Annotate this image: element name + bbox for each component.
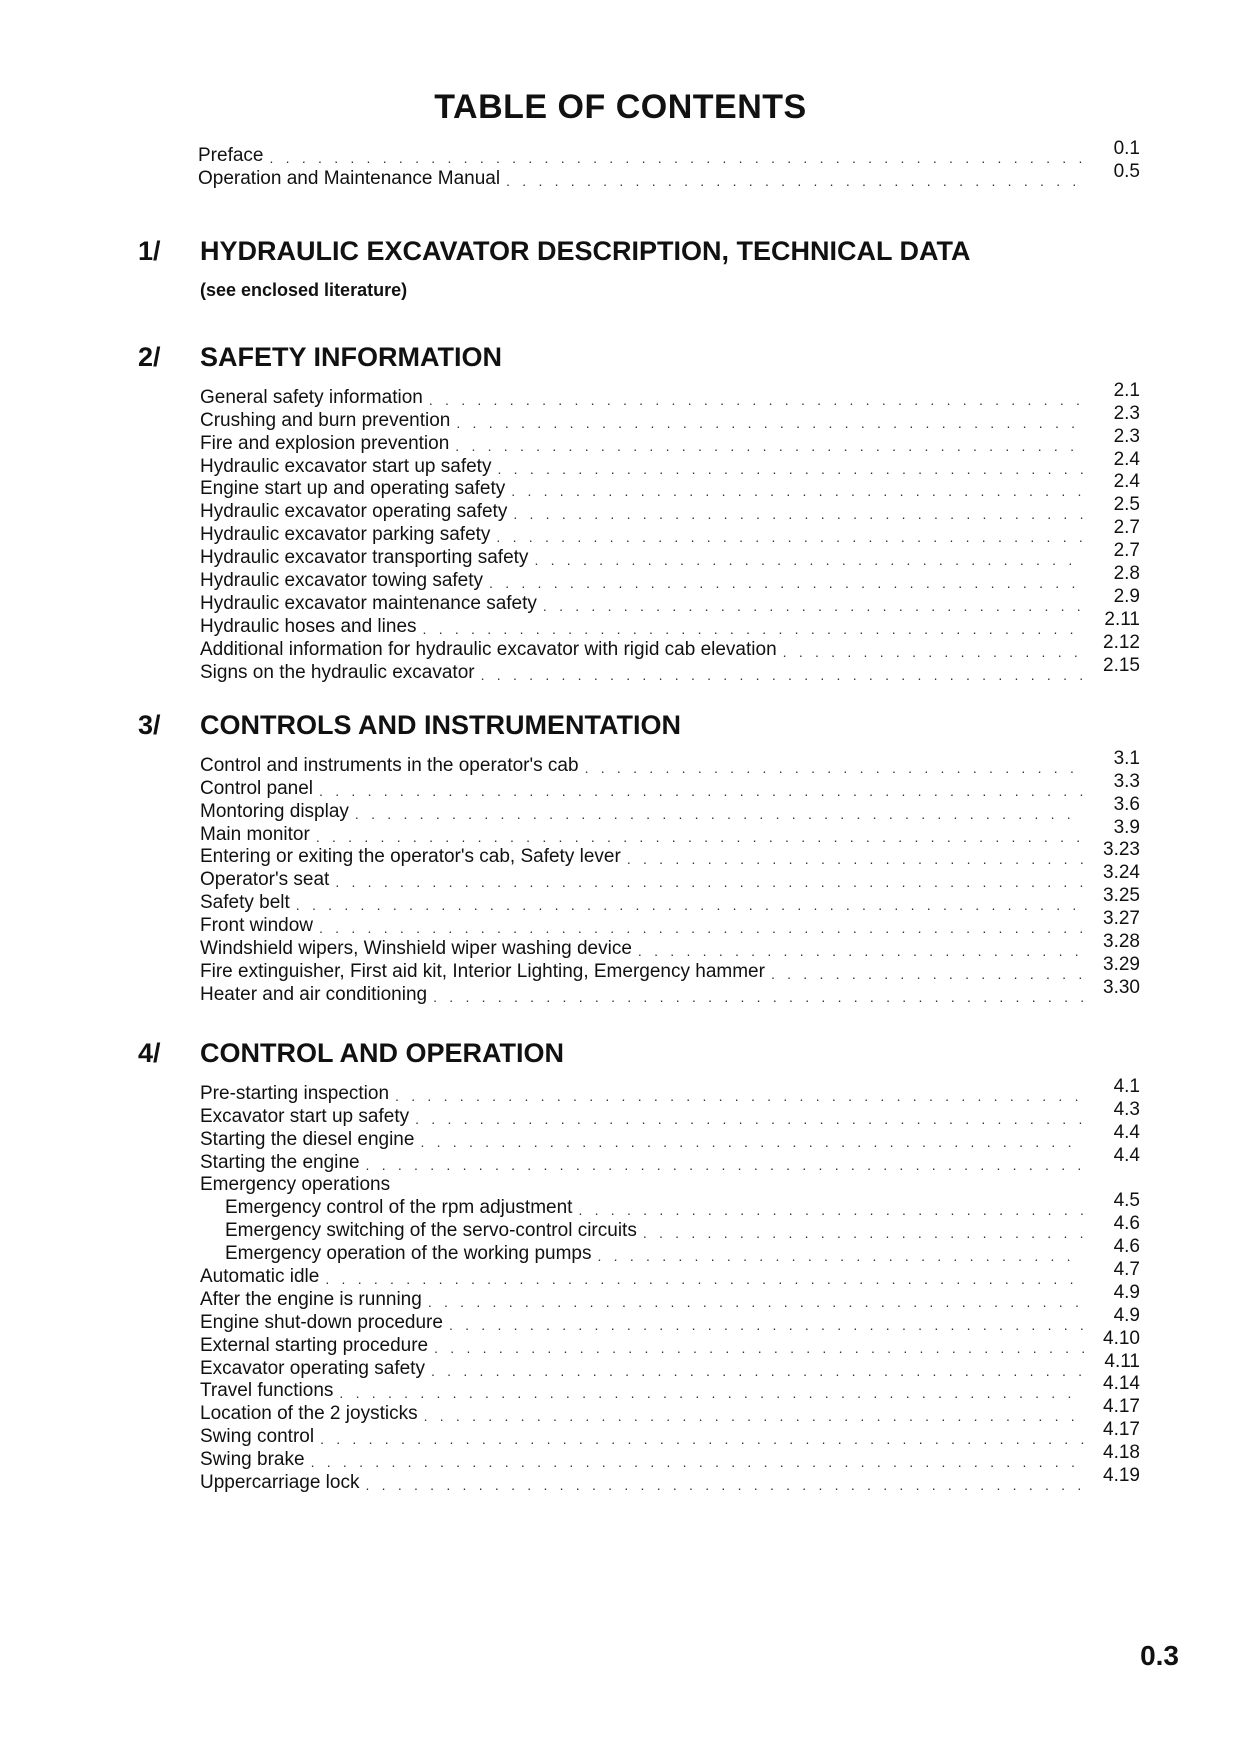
dot-leader [434,1339,1084,1357]
entry-label: Montoring display [200,800,349,822]
entry-page: 2.8 [1113,563,1140,585]
dot-leader [316,828,1084,846]
dot-leader [296,896,1084,914]
dot-leader [319,919,1084,937]
entry-label: Fire extinguisher, First aid kit, Interior Lighting, Emergency hammer [200,960,765,982]
dot-leader [481,666,1084,684]
dot-leader [335,873,1084,891]
toc-entry[interactable] [200,585,1140,615]
entry-label: Hydraulic hoses and lines [200,615,417,637]
section-note: (see enclosed literature) [200,280,408,300]
entry-page: 2.11 [1104,608,1140,630]
dot-leader [433,988,1084,1006]
dot-leader [449,1316,1084,1334]
entry-page: 3.28 [1103,931,1140,953]
toc-entry[interactable] [200,1350,1140,1380]
entry-label: Uppercarriage lock [200,1472,360,1494]
section-number: 3/ [138,710,161,740]
entry-page: 3.3 [1113,770,1140,792]
intro-list [198,137,1140,190]
entry-label: Safety belt [200,892,290,914]
dot-leader [320,1430,1084,1448]
entry-page: 2.7 [1113,540,1140,562]
entry-label: Emergency operation of the working pumps [225,1243,592,1265]
toc-subentry[interactable] [200,1236,1140,1265]
entry-label: Excavator operating safety [200,1357,425,1379]
toc-entry[interactable] [200,1396,1140,1425]
entry-page: 2.3 [1113,402,1140,424]
toc-entry[interactable] [200,494,1140,523]
dot-leader [431,1362,1084,1380]
entry-label: Location of the 2 joysticks [200,1403,418,1425]
toc-entry[interactable] [200,953,1140,983]
toc-entry[interactable] [200,1075,1140,1105]
entry-page: 4.18 [1103,1442,1140,1464]
section-number: 4/ [138,1038,161,1068]
entry-label: Signs on the hydraulic excavator [200,661,475,683]
dot-leader [395,1087,1084,1105]
toc-subentry[interactable] [200,1190,1140,1219]
section-title: SAFETY INFORMATION [200,342,502,372]
dot-leader [269,149,1084,167]
entry-page: 3.27 [1103,908,1140,930]
dot-leader [534,551,1084,569]
entry-label: Automatic idle [200,1266,320,1288]
section-2-list [200,379,1140,684]
entry-page: 2.5 [1113,494,1140,516]
section-title: HYDRAULIC EXCAVATOR DESCRIPTION, TECHNICAL DATA [200,236,971,266]
entry-label: Excavator start up safety [200,1105,410,1127]
entry-page: 0.1 [1113,137,1140,159]
entry-page: 4.9 [1113,1281,1140,1303]
dot-leader [311,1453,1084,1471]
dot-leader [638,942,1084,960]
entry-label: Operator's seat [200,869,330,891]
entry-page: 4.5 [1113,1190,1140,1212]
dot-leader [506,172,1084,190]
toc-entry-operation-maintenance-manual[interactable] [198,160,1140,190]
entry-label: Entering or exiting the operator's cab, Safety lever [200,846,621,868]
toc-subentry[interactable] [200,1213,1140,1242]
entry-label: Main monitor [200,823,310,845]
toc-entry[interactable] [200,885,1140,914]
dot-leader [489,574,1084,592]
entry-label: Preface [198,144,264,166]
entry-page: 2.12 [1103,631,1140,653]
toc-entry[interactable] [200,402,1140,432]
dot-leader [513,505,1084,523]
entry-page: 4.17 [1103,1419,1140,1441]
toc-entry[interactable] [200,862,1140,891]
toc-entry[interactable] [200,1144,1140,1174]
toc-entry[interactable] [200,1098,1140,1128]
entry-page: 4.11 [1104,1350,1140,1372]
entry-label: Crushing and burn prevention [200,409,451,431]
toc-entry[interactable] [200,908,1140,937]
entry-page: 3.24 [1103,862,1140,884]
toc-entry[interactable] [200,425,1140,455]
dot-leader [578,1201,1084,1219]
entry-label: Operation and Maintenance Manual [198,167,501,189]
dot-leader [585,759,1084,777]
dot-leader [428,1293,1084,1311]
entry-label: Fire and explosion prevention [200,432,450,454]
dot-leader [643,1224,1084,1242]
entry-label: Windshield wipers, Winshield wiper washing device [200,938,632,960]
entry-page: 2.7 [1113,517,1140,539]
dot-leader [423,620,1084,638]
section-title: CONTROLS AND INSTRUMENTATION [200,710,681,740]
entry-page: 3.23 [1103,839,1140,861]
entry-label: Travel functions [200,1380,334,1402]
dot-leader [355,805,1084,823]
entry-label: Hydraulic excavator parking safety [200,524,491,546]
entry-page: 3.25 [1103,885,1140,907]
toc-entry[interactable] [200,839,1140,869]
entry-label: Swing brake [200,1449,305,1471]
toc-entry[interactable] [200,1373,1140,1403]
section-number: 1/ [138,236,161,266]
entry-page: 4.3 [1113,1098,1140,1120]
dot-leader [455,437,1084,455]
entry-label: Starting the diesel engine [200,1128,415,1150]
dot-leader [771,965,1084,983]
entry-page: 0.5 [1113,160,1140,182]
entry-page: 4.1 [1113,1075,1140,1097]
entry-page: 2.4 [1113,448,1140,470]
toc-entry-preface[interactable] [198,137,1140,167]
entry-page: 4.19 [1103,1465,1140,1487]
entry-label: Engine shut-down procedure [200,1311,443,1333]
toc-entry[interactable] [200,770,1140,800]
dot-leader [415,1110,1084,1128]
entry-page: 2.1 [1113,379,1140,401]
toc-entry[interactable] [200,654,1140,684]
entry-label: Hydraulic excavator start up safety [200,455,492,477]
dot-leader [365,1476,1084,1494]
toc-entry[interactable] [200,976,1140,1006]
entry-page: 3.29 [1103,953,1140,975]
entry-page: 4.17 [1103,1396,1140,1418]
dot-leader [325,1270,1084,1288]
dot-leader [511,482,1084,500]
toc-entry[interactable] [200,816,1140,846]
toc-entry[interactable] [200,608,1140,638]
entry-label: Pre-starting inspection [200,1082,390,1104]
entry-page: 2.15 [1103,654,1140,676]
entry-label: Engine start up and operating safety [200,478,506,500]
dot-leader [543,597,1084,615]
toc-entry-group[interactable] [200,1174,1140,1197]
section-title: CONTROL AND OPERATION [200,1038,564,1068]
toc-entry[interactable] [200,1465,1140,1494]
dot-leader [456,414,1084,432]
entry-page: 3.6 [1113,793,1140,815]
dot-leader [497,460,1084,478]
toc-entry[interactable] [200,1304,1140,1334]
toc-entry[interactable] [200,1281,1140,1311]
entry-label: Emergency control of the rpm adjustment [225,1197,573,1219]
entry-label: Starting the engine [200,1151,360,1173]
dot-leader [339,1384,1084,1402]
entry-page: 3.30 [1103,976,1140,998]
entry-label: Hydraulic excavator maintenance safety [200,592,537,614]
toc-entry[interactable] [200,931,1140,960]
toc-entry[interactable] [200,1442,1140,1471]
dot-leader [597,1247,1084,1265]
entry-page: 3.9 [1113,816,1140,838]
entry-page: 2.3 [1113,425,1140,447]
dot-leader [420,1133,1084,1151]
section-3-list [200,747,1140,1006]
entry-page: 4.9 [1113,1304,1140,1326]
entry-label: Additional information for hydraulic excavator with rigid cab elevation [200,638,777,660]
entry-page: 4.10 [1103,1327,1140,1349]
dot-leader [627,850,1084,868]
toc-entry[interactable] [200,471,1140,501]
entry-label: Front window [200,915,313,937]
entry-label: Hydraulic excavator towing safety [200,570,484,592]
entry-page: 2.4 [1113,471,1140,493]
entry-label: External starting procedure [200,1334,429,1356]
entry-page: 4.4 [1113,1144,1140,1166]
section-4-list [200,1075,1140,1494]
toc-entry[interactable] [200,517,1140,546]
entry-label: After the engine is running [200,1288,422,1310]
dot-leader [783,643,1084,661]
entry-label: General safety information [200,386,423,408]
dot-leader [429,391,1084,409]
dot-leader [319,782,1084,800]
entry-page: 2.9 [1113,585,1140,607]
dot-leader [496,528,1084,546]
toc-entry[interactable] [200,448,1140,478]
toc-entry[interactable] [200,747,1140,777]
toc-entry[interactable] [200,540,1140,569]
toc-entry[interactable] [200,1327,1140,1357]
toc-entry[interactable] [200,379,1140,409]
entry-label: Emergency operations [200,1174,391,1196]
entry-page: 4.7 [1113,1259,1140,1281]
entry-label: Control and instruments in the operator's cab [200,754,579,776]
entry-label: Emergency switching of the servo-control circuits [225,1220,637,1242]
entry-label: Hydraulic excavator operating safety [200,501,508,523]
entry-page: 4.6 [1113,1213,1140,1235]
entry-label: Hydraulic excavator transporting safety [200,547,529,569]
entry-page: 4.14 [1103,1373,1140,1395]
toc-entry[interactable] [200,1259,1140,1288]
entry-page: 4.4 [1113,1121,1140,1143]
toc-entry[interactable] [200,793,1140,823]
page-number: 0.3 [1140,1640,1179,1671]
entry-page: 4.6 [1113,1236,1140,1258]
entry-label: Heater and air conditioning [200,983,428,1005]
entry-label: Swing control [200,1426,315,1448]
toc-entry[interactable] [200,1419,1140,1448]
dot-leader [424,1407,1084,1425]
toc-entry[interactable] [200,1121,1140,1151]
entry-label: Control panel [200,777,314,799]
page-title: TABLE OF CONTENTS [434,88,807,126]
toc-entry[interactable] [200,563,1140,592]
dot-leader [366,1156,1084,1174]
entry-page: 3.1 [1113,747,1140,769]
section-number: 2/ [138,342,161,372]
toc-entry[interactable] [200,631,1140,661]
